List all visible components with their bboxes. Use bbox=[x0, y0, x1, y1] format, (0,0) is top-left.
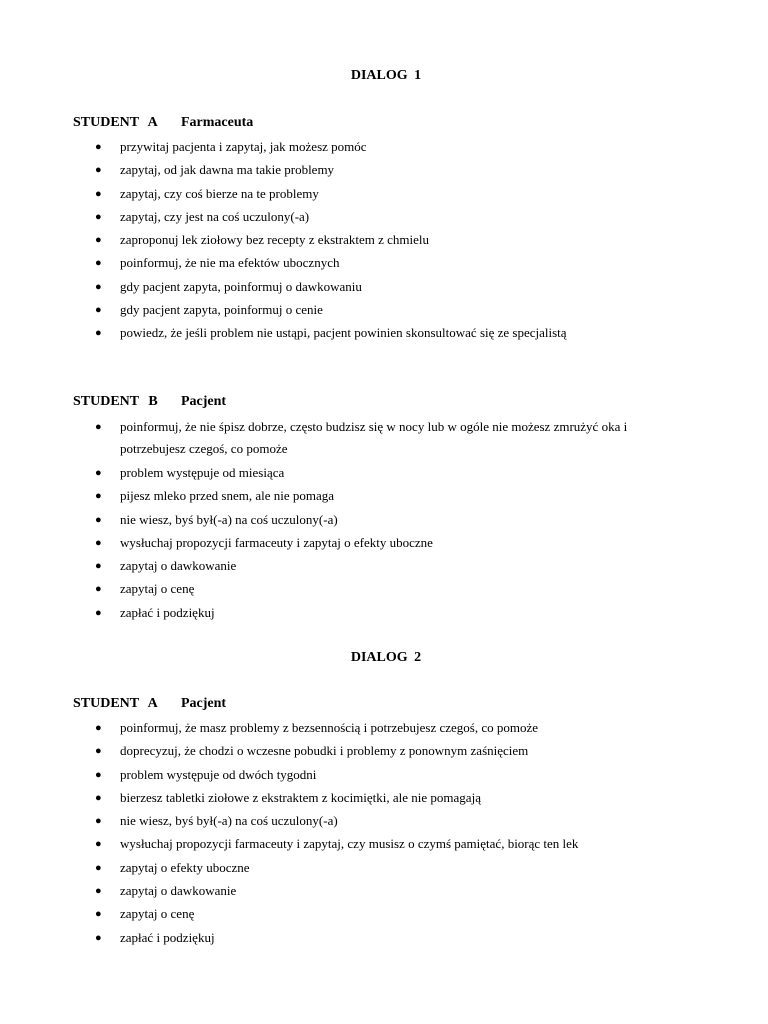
list-item-text: zapłać i podziękuj bbox=[120, 929, 215, 945]
list-item-text: wysłuchaj propozycji farmaceuty i zapytaj o efekty uboczne bbox=[120, 534, 433, 550]
dialog-1-student-b-list bbox=[0, 419, 768, 628]
list-item-text: gdy pacjent zapyta, poinformuj o cenie bbox=[120, 302, 323, 318]
student-label: STUDENT B bbox=[73, 394, 158, 409]
bullet-icon: ● bbox=[95, 583, 102, 596]
bullet-icon: ● bbox=[95, 560, 102, 573]
list-item bbox=[0, 209, 768, 232]
bullet-icon: ● bbox=[95, 838, 102, 851]
list-item-text: zapytaj, czy jest na coś uczulony(-a) bbox=[120, 208, 310, 224]
student-role: Farmaceuta bbox=[181, 115, 254, 130]
bullet-icon: ● bbox=[95, 606, 102, 619]
bullet-icon: ● bbox=[95, 908, 102, 921]
bullet-icon: ● bbox=[95, 234, 102, 247]
dialog-1-student-a-line bbox=[73, 115, 253, 131]
list-item-text: powiedz, że jeśli problem nie ustąpi, pacjent powinien skonsultować się ze specjalistą bbox=[120, 325, 567, 341]
bullet-icon: ● bbox=[95, 187, 102, 200]
list-item-text: wysłuchaj propozycji farmaceuty i zapytaj, czy musisz o czymś pamiętać, biorąc ten lek bbox=[120, 836, 579, 852]
dialog-2-student-a-line bbox=[73, 696, 226, 712]
list-item bbox=[0, 743, 768, 766]
list-item-text: nie wiesz, byś był(-a) na coś uczulony(-a) bbox=[120, 511, 338, 527]
bullet-icon: ● bbox=[95, 421, 102, 433]
list-item bbox=[0, 930, 768, 953]
list-item-text: zapytaj, od jak dawna ma takie problemy bbox=[120, 162, 335, 178]
list-item-text: zaproponuj lek ziołowy bez recepty z ekstraktem z chmielu bbox=[120, 232, 429, 248]
list-item bbox=[0, 813, 768, 836]
bullet-icon: ● bbox=[95, 768, 102, 781]
list-item bbox=[0, 605, 768, 628]
student-label: STUDENT A bbox=[73, 696, 158, 711]
list-item bbox=[0, 488, 768, 511]
list-item-text: poinformuj, że nie śpisz dobrze, często budzisz się w nocy lub w ogóle nie możesz zmrużyć oka i potrzebujesz czegoś, co pomoże bbox=[120, 419, 628, 456]
list-item bbox=[0, 302, 768, 325]
bullet-icon: ● bbox=[95, 815, 102, 828]
list-item bbox=[0, 860, 768, 883]
list-item bbox=[0, 512, 768, 535]
bullet-icon: ● bbox=[95, 490, 102, 503]
dialog-1-student-a-list bbox=[0, 139, 768, 349]
bullet-icon: ● bbox=[95, 210, 102, 223]
list-item bbox=[0, 255, 768, 278]
list-item bbox=[0, 883, 768, 906]
bullet-icon: ● bbox=[95, 791, 102, 804]
list-item bbox=[0, 836, 768, 859]
bullet-icon: ● bbox=[95, 141, 102, 153]
list-item-text: gdy pacjent zapyta, poinformuj o dawkowaniu bbox=[120, 278, 362, 294]
list-item bbox=[0, 558, 768, 581]
dialog-2-student-a-list bbox=[0, 720, 768, 953]
dialog-1-heading: DIALOG 1 bbox=[350, 68, 422, 83]
list-item-text: przywitaj pacjenta i zapytaj, jak możesz pomóc bbox=[120, 139, 367, 154]
list-item-text: zapytaj, czy coś bierze na te problemy bbox=[120, 185, 319, 201]
list-item-text: zapytaj o dawkowanie bbox=[120, 558, 237, 574]
list-item-text: pijesz mleko przed snem, ale nie pomaga bbox=[120, 488, 335, 504]
list-item bbox=[0, 465, 768, 488]
bullet-icon: ● bbox=[95, 745, 102, 758]
bullet-icon: ● bbox=[95, 280, 102, 293]
list-item bbox=[0, 790, 768, 813]
student-role: Pacjent bbox=[181, 696, 227, 711]
list-item-text: zapytaj o efekty uboczne bbox=[120, 859, 250, 875]
dialog-2-heading: DIALOG 2 bbox=[350, 650, 422, 665]
bullet-icon: ● bbox=[95, 931, 102, 944]
list-item-text: nie wiesz, byś był(-a) na coś uczulony(-a) bbox=[120, 813, 338, 829]
bullet-icon: ● bbox=[95, 513, 102, 526]
list-item bbox=[0, 325, 768, 348]
list-item-text: poinformuj, że masz problemy z bezsennością i potrzebujesz czegoś, co pomoże bbox=[120, 720, 539, 735]
bullet-icon: ● bbox=[95, 536, 102, 549]
bullet-icon: ● bbox=[95, 722, 102, 734]
bullet-icon: ● bbox=[95, 164, 102, 177]
list-item-text: zapłać i podziękuj bbox=[120, 604, 215, 620]
list-item-text: bierzesz tabletki ziołowe z ekstraktem z kocimiętki, ale nie pomagają bbox=[120, 789, 481, 805]
bullet-icon: ● bbox=[95, 885, 102, 898]
student-label: STUDENT A bbox=[73, 115, 158, 130]
list-item-text: doprecyzuj, że chodzi o wczesne pobudki i problemy z ponownym zaśnięciem bbox=[120, 743, 529, 759]
list-item bbox=[0, 186, 768, 209]
list-item-text: problem występuje od dwóch tygodni bbox=[120, 766, 317, 782]
bullet-icon: ● bbox=[95, 304, 102, 317]
list-item bbox=[0, 279, 768, 302]
bullet-icon: ● bbox=[95, 861, 102, 874]
list-item bbox=[0, 767, 768, 790]
list-item-text: poinformuj, że nie ma efektów ubocznych bbox=[120, 255, 340, 271]
list-item bbox=[0, 535, 768, 558]
bullet-icon: ● bbox=[95, 257, 102, 270]
bullet-icon: ● bbox=[95, 467, 102, 479]
list-item bbox=[0, 720, 768, 743]
list-item bbox=[0, 139, 768, 162]
student-role: Pacjent bbox=[181, 394, 227, 409]
list-item-text: zapytaj o cenę bbox=[120, 581, 195, 597]
list-item bbox=[0, 906, 768, 929]
bullet-icon: ● bbox=[95, 327, 102, 340]
dialog-1-student-b-line bbox=[73, 394, 226, 410]
list-item bbox=[0, 162, 768, 185]
list-item bbox=[0, 581, 768, 604]
list-item-text: problem występuje od miesiąca bbox=[120, 465, 285, 480]
list-item bbox=[0, 232, 768, 255]
list-item-text: zapytaj o dawkowanie bbox=[120, 883, 237, 899]
list-item-text: zapytaj o cenę bbox=[120, 906, 195, 922]
list-item bbox=[0, 419, 768, 465]
